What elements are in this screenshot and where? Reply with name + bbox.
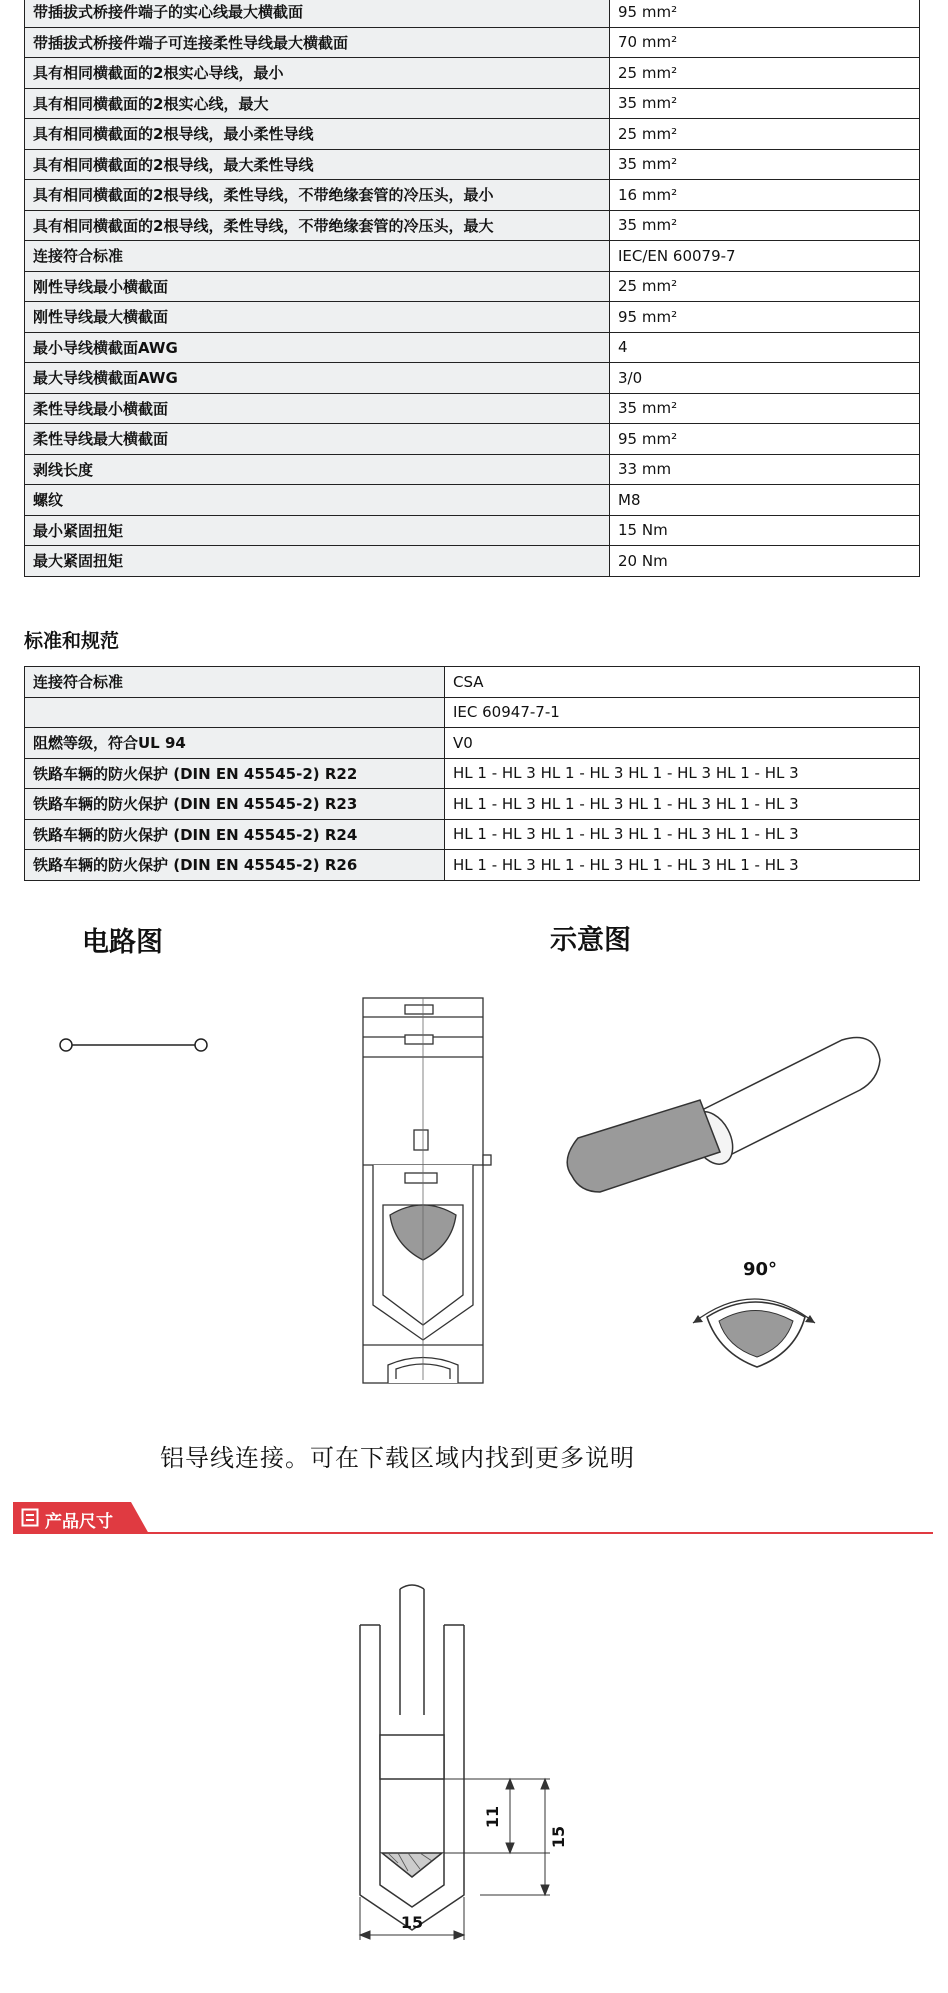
table-row [25,149,920,180]
spec-label-cell: 铁路车辆的防火保护 (DIN EN 45545-2) R24 [25,819,445,850]
spec-table-standards [24,666,920,881]
circuit-symbol-figure [55,1030,215,1060]
spec-label-cell: 螺纹 [25,485,610,516]
spec-value-cell: 25 mm² [610,119,920,150]
spec-label-cell: 柔性导线最小横截面 [25,393,610,424]
table-row [25,850,920,881]
spec-label-cell: 铁路车辆的防火保护 (DIN EN 45545-2) R26 [25,850,445,881]
section-label: 产品尺寸 [45,1512,113,1532]
table-row [25,454,920,485]
spec-label-cell: 最大紧固扭矩 [25,546,610,577]
spec-value-cell: M8 [610,485,920,516]
spec-label-cell: 柔性导线最大横截面 [25,424,610,455]
table-row [25,515,920,546]
table-row [25,302,920,333]
section-heading-standards: 标准和规范 [24,630,120,652]
spec-value-cell: CSA [445,667,920,698]
spec-label-cell: 剥线长度 [25,454,610,485]
table-row [25,332,920,363]
spec-value-cell: 33 mm [610,454,920,485]
spec-value-cell: 25 mm² [610,58,920,89]
angle-label: 90° [742,1259,778,1280]
spec-label-cell: 具有相同横截面的2根实心导线，最小 [25,58,610,89]
spec-label-cell: 最小紧固扭矩 [25,515,610,546]
spec-label-cell: 带插拔式桥接件端子可连接柔性导线最大横截面 [25,27,610,58]
circuit-diagram-title: 电路图 [82,927,163,958]
spec-label-cell: 最大导线横截面AWG [25,363,610,394]
spec-label-cell: 具有相同横截面的2根导线，最小柔性导线 [25,119,610,150]
table-row [25,667,920,698]
spec-label-cell: 连接符合标准 [25,667,445,698]
spec-value-cell: HL 1 - HL 3 HL 1 - HL 3 HL 1 - HL 3 HL 1 - HL 3 [445,819,920,850]
table-row [25,27,920,58]
spec-value-cell: 16 mm² [610,180,920,211]
spec-value-cell: V0 [445,728,920,759]
aluminum-wire-note: 铝导线连接。可在下载区域内找到更多说明 [160,1444,635,1472]
spec-label-cell: 铁路车辆的防火保护 (DIN EN 45545-2) R22 [25,758,445,789]
spec-value-cell: 95 mm² [610,302,920,333]
spec-value-cell: 95 mm² [610,424,920,455]
spec-label-cell: 阻燃等级，符合UL 94 [25,728,445,759]
spec-value-cell: 25 mm² [610,271,920,302]
terminal-block-drawing [360,995,500,1390]
section-bar-product-dimensions [13,1502,933,1536]
stripped-cable-drawing [560,1020,890,1200]
spec-label-cell: 刚性导线最小横截面 [25,271,610,302]
table-row [25,88,920,119]
spec-label-cell: 连接符合标准 [25,241,610,272]
spec-value-cell: IEC/EN 60079-7 [610,241,920,272]
spec-label-cell: 具有相同横截面的2根导线，柔性导线，不带绝缘套管的冷压头，最小 [25,180,610,211]
table-row [25,271,920,302]
table-row [25,210,920,241]
spec-value-cell: IEC 60947-7-1 [445,697,920,728]
document-icon [21,1508,39,1527]
spec-value-cell: 95 mm² [610,0,920,27]
table-row [25,0,920,27]
spec-label-cell: 具有相同横截面的2根导线，最大柔性导线 [25,149,610,180]
table-row [25,546,920,577]
spec-value-cell: HL 1 - HL 3 HL 1 - HL 3 HL 1 - HL 3 HL 1 - HL 3 [445,850,920,881]
table-row [25,393,920,424]
schematic-title: 示意图 [550,925,631,956]
spec-label-cell: 带插拔式桥接件端子的实心线最大横截面 [25,0,610,27]
spec-value-cell: 20 Nm [610,546,920,577]
spec-value-cell: 70 mm² [610,27,920,58]
table-row [25,819,920,850]
spec-table-connection [24,0,920,577]
table-row [25,697,920,728]
dimension-drawing [340,1585,620,1955]
dim-outer-height-label: 15 [549,1825,568,1849]
spec-label-cell: 铁路车辆的防火保护 (DIN EN 45545-2) R23 [25,789,445,820]
spec-label-cell: 最小导线横截面AWG [25,332,610,363]
table-row [25,728,920,759]
table-row [25,58,920,89]
table-row [25,180,920,211]
spec-value-cell: 4 [610,332,920,363]
spec-value-cell: 35 mm² [610,88,920,119]
spec-value-cell: 3/0 [610,363,920,394]
conductor-cross-section-90 [675,1255,835,1375]
table-row [25,119,920,150]
table-row [25,485,920,516]
table-row [25,424,920,455]
table-row [25,363,920,394]
table-row [25,241,920,272]
spec-label-cell: 具有相同横截面的2根实心线，最大 [25,88,610,119]
spec-value-cell: 35 mm² [610,149,920,180]
table-row [25,758,920,789]
spec-label-cell: 刚性导线最大横截面 [25,302,610,333]
dim-width-label: 15 [400,1913,424,1932]
spec-label-cell [25,697,445,728]
dim-inner-height-label: 11 [483,1805,502,1829]
spec-label-cell: 具有相同横截面的2根导线，柔性导线，不带绝缘套管的冷压头，最大 [25,210,610,241]
spec-value-cell: HL 1 - HL 3 HL 1 - HL 3 HL 1 - HL 3 HL 1 - HL 3 [445,789,920,820]
spec-value-cell: 35 mm² [610,393,920,424]
spec-value-cell: HL 1 - HL 3 HL 1 - HL 3 HL 1 - HL 3 HL 1 - HL 3 [445,758,920,789]
spec-value-cell: 35 mm² [610,210,920,241]
table-row [25,789,920,820]
spec-value-cell: 15 Nm [610,515,920,546]
